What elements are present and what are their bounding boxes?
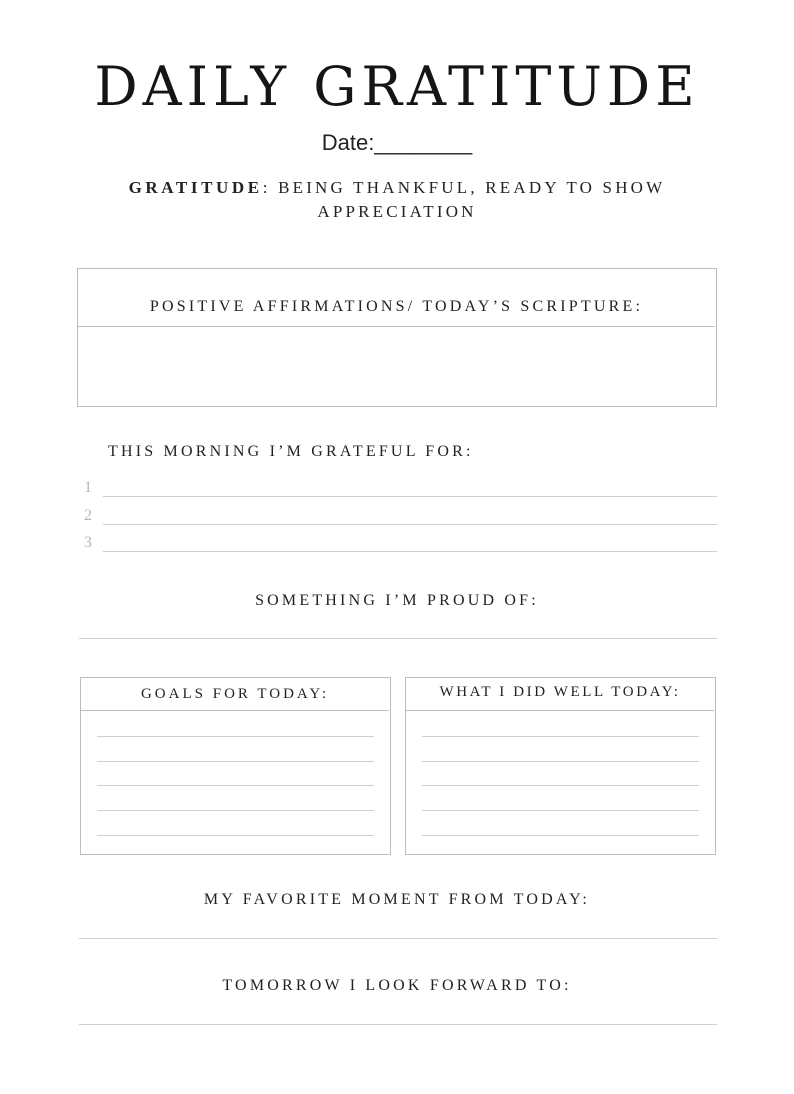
affirmations-box xyxy=(77,268,717,407)
gratitude-definition xyxy=(60,176,734,224)
did-well-line-5[interactable] xyxy=(422,835,699,836)
goals-line-4[interactable] xyxy=(97,810,374,811)
grateful-line-3[interactable] xyxy=(103,551,717,552)
goals-line-1[interactable] xyxy=(97,736,374,737)
did-well-line-2[interactable] xyxy=(422,761,699,762)
did-well-label: WHAT I DID WELL TODAY: xyxy=(439,684,681,700)
goals-line-3[interactable] xyxy=(97,785,374,786)
did-well-box xyxy=(405,677,716,855)
affirmations-label: POSITIVE AFFIRMATIONS/ TODAY’S SCRIPTURE: xyxy=(149,298,644,315)
goals-divider xyxy=(81,710,389,711)
goals-line-5[interactable] xyxy=(97,835,374,836)
definition-text: : BEING THANKFUL, READY TO SHOW APPRECIATION xyxy=(262,178,666,221)
tomorrow-line[interactable] xyxy=(79,1024,717,1025)
favorite-moment-label: MY FAVORITE MOMENT FROM TODAY: xyxy=(203,891,591,908)
did-well-line-3[interactable] xyxy=(422,785,699,786)
definition-term: GRATITUDE xyxy=(128,178,263,197)
goals-line-2[interactable] xyxy=(97,761,374,762)
proud-label: SOMETHING I’M PROUD OF: xyxy=(255,592,539,609)
date-field[interactable]: Date:________ xyxy=(321,130,473,155)
tomorrow-label: TOMORROW I LOOK FORWARD TO: xyxy=(222,977,572,994)
grateful-line-2[interactable] xyxy=(103,524,717,525)
favorite-moment-line[interactable] xyxy=(79,938,717,939)
grateful-line-1[interactable] xyxy=(103,496,717,497)
did-well-divider xyxy=(406,710,714,711)
morning-grateful-label: THIS MORNING I’M GRATEFUL FOR: xyxy=(108,443,474,460)
line-number-3: 3 xyxy=(84,534,92,551)
goals-label: GOALS FOR TODAY: xyxy=(140,686,330,702)
page-title: DAILY GRATITUDE xyxy=(94,55,700,118)
line-number-2: 2 xyxy=(84,507,92,524)
line-number-1: 1 xyxy=(84,479,92,496)
affirmations-writing-area[interactable] xyxy=(78,327,715,405)
proud-line[interactable] xyxy=(79,638,717,639)
goals-box xyxy=(80,677,391,855)
did-well-line-4[interactable] xyxy=(422,810,699,811)
did-well-line-1[interactable] xyxy=(422,736,699,737)
